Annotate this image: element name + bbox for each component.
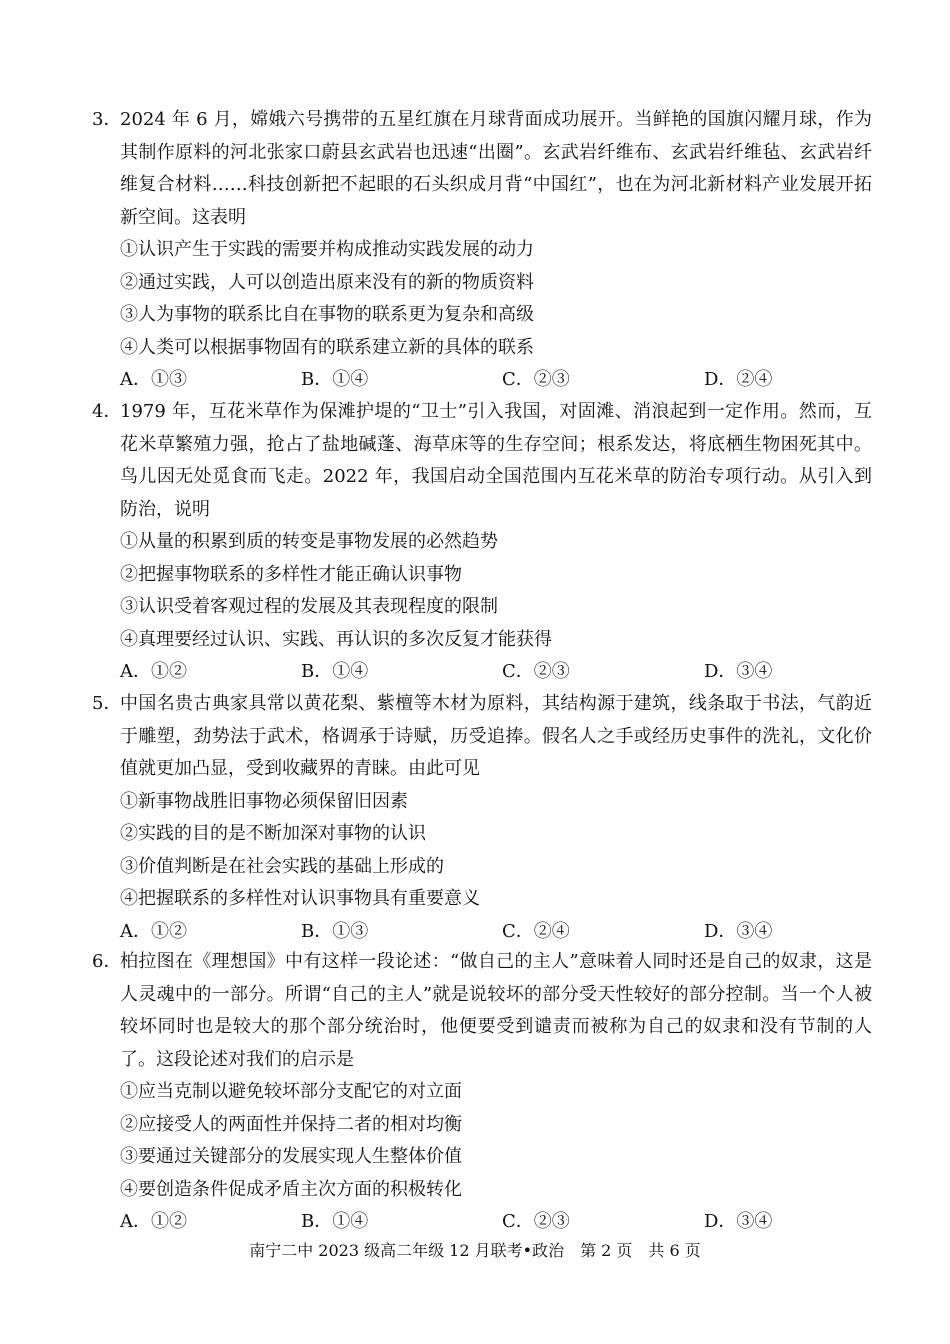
statement-item: ①应当克制以避免较坏部分支配它的对立面 bbox=[120, 1081, 462, 1102]
question-number: 4． bbox=[92, 401, 122, 422]
statement-list bbox=[92, 234, 872, 364]
answer-choices bbox=[92, 1206, 872, 1239]
statement-item: ①新事物战胜旧事物必须保留旧因素 bbox=[120, 790, 408, 812]
question-stem bbox=[92, 946, 872, 1076]
question-6 bbox=[92, 946, 872, 1239]
question-number: 3． bbox=[92, 109, 122, 130]
statement-list bbox=[92, 786, 872, 916]
choice-b[interactable]: B．①④ bbox=[301, 369, 369, 390]
choice-a[interactable]: A．①③ bbox=[120, 369, 187, 390]
statement-item: ②把握事物联系的多样性才能正确认识事物 bbox=[120, 563, 462, 585]
statement-item: ②应接受人的两面性并保持二者的相对均衡 bbox=[120, 1113, 462, 1135]
choice-c[interactable]: C．②③ bbox=[502, 369, 570, 390]
choice-d[interactable]: D．③④ bbox=[704, 1211, 773, 1232]
question-5 bbox=[92, 688, 872, 948]
question-text: 柏拉图在《理想国》中有这样一段论述：“做自己的主人”意味着人同时还是自己的奴隶，这是人灵魂中的一部分。所谓“自己的主人”就是说较坏的部分受天性较好的部分控制。当一个人被较坏同时也是较大的那个部分统治时，他便要受到谴责而被称为自己的奴隶和没有节制的人了。这段论述对我们的启示是 bbox=[120, 951, 872, 1070]
answer-choices bbox=[92, 364, 872, 397]
choice-b[interactable]: B．①③ bbox=[301, 920, 369, 942]
statement-item: ④要创造条件促成矛盾主次方面的积极转化 bbox=[120, 1178, 462, 1200]
statement-list bbox=[92, 1076, 872, 1206]
choice-a[interactable]: A．①② bbox=[120, 1211, 187, 1232]
statement-item: ①认识产生于实践的需要并构成推动实践发展的动力 bbox=[120, 239, 534, 260]
choice-c[interactable]: C．②④ bbox=[502, 920, 570, 942]
statement-item: ④把握联系的多样性对认识事物具有重要意义 bbox=[120, 888, 480, 909]
statement-list bbox=[92, 526, 872, 656]
question-text: 1979 年，互花米草作为保滩护堤的“卫士”引入我国，对固滩、消浪起到一定作用。然而，互花米草繁殖力强，抢占了盐地碱蓬、海草床等的生存空间；根系发达，将底栖生物困死其中。鸟儿因无处觅食而飞走。2022 年，我国启动全国范围内互花米草的防治专项行动。从引入到防治，说明 bbox=[120, 401, 872, 520]
statement-item: ③价值判断是在社会实践的基础上形成的 bbox=[120, 855, 444, 877]
choice-d[interactable]: D．③④ bbox=[704, 920, 773, 942]
statement-item: ①从量的积累到质的转变是事物发展的必然趋势 bbox=[120, 531, 498, 552]
statement-item: ③要通过关键部分的发展实现人生整体价值 bbox=[120, 1146, 462, 1167]
choice-b[interactable]: B．①④ bbox=[301, 1211, 369, 1232]
statement-item: ④人类可以根据事物固有的联系建立新的具体的联系 bbox=[120, 336, 534, 358]
question-text: 2024 年 6 月，嫦娥六号携带的五星红旗在月球背面成功展开。当鲜艳的国旗闪耀月球，作为其制作原料的河北张家口蔚县玄武岩也迅速“出圈”。玄武岩纤维布、玄武岩纤维毡、玄武岩纤维复合材料……科技创新把不起眼的石头织成月背“中国红”，也在为河北新材料产业发展开拓新空间。这表明 bbox=[120, 109, 872, 228]
question-stem bbox=[92, 396, 872, 526]
question-stem bbox=[92, 104, 872, 234]
choice-c[interactable]: C．②③ bbox=[502, 661, 570, 682]
question-number: 5． bbox=[92, 693, 122, 714]
statement-item: ②通过实践，人可以创造出原来没有的新的物质资料 bbox=[120, 271, 534, 293]
choice-c[interactable]: C．②③ bbox=[502, 1211, 570, 1232]
question-3 bbox=[92, 104, 872, 397]
statement-item: ③人为事物的联系比自在事物的联系更为复杂和高级 bbox=[120, 304, 534, 325]
choice-b[interactable]: B．①④ bbox=[301, 661, 369, 682]
statement-item: ③认识受着客观过程的发展及其表现程度的限制 bbox=[120, 596, 498, 617]
answer-choices bbox=[92, 656, 872, 689]
question-4 bbox=[92, 396, 872, 689]
page-footer: 南宁二中 2023 级高二年级 12 月联考•政治 第 2 页 共 6 页 bbox=[249, 1241, 701, 1260]
question-stem bbox=[92, 688, 872, 786]
choice-d[interactable]: D．③④ bbox=[704, 661, 773, 682]
question-text: 中国名贵古典家具常以黄花梨、紫檀等木材为原料，其结构源于建筑，线条取于书法，气韵近于雕塑，劲势法于武术，格调承于诗赋，历受追捧。假名人之手或经历史事件的洗礼，文化价值就更加凸显，受到收藏界的青睐。由此可见 bbox=[120, 693, 872, 779]
statement-item: ④真理要经过认识、实践、再认识的多次反复才能获得 bbox=[120, 628, 552, 650]
question-number: 6． bbox=[92, 951, 122, 972]
choice-d[interactable]: D．②④ bbox=[704, 369, 773, 390]
answer-choices bbox=[92, 916, 872, 949]
statement-item: ②实践的目的是不断加深对事物的认识 bbox=[120, 823, 426, 844]
choice-a[interactable]: A．①② bbox=[120, 920, 187, 942]
choice-a[interactable]: A．①② bbox=[120, 661, 187, 682]
